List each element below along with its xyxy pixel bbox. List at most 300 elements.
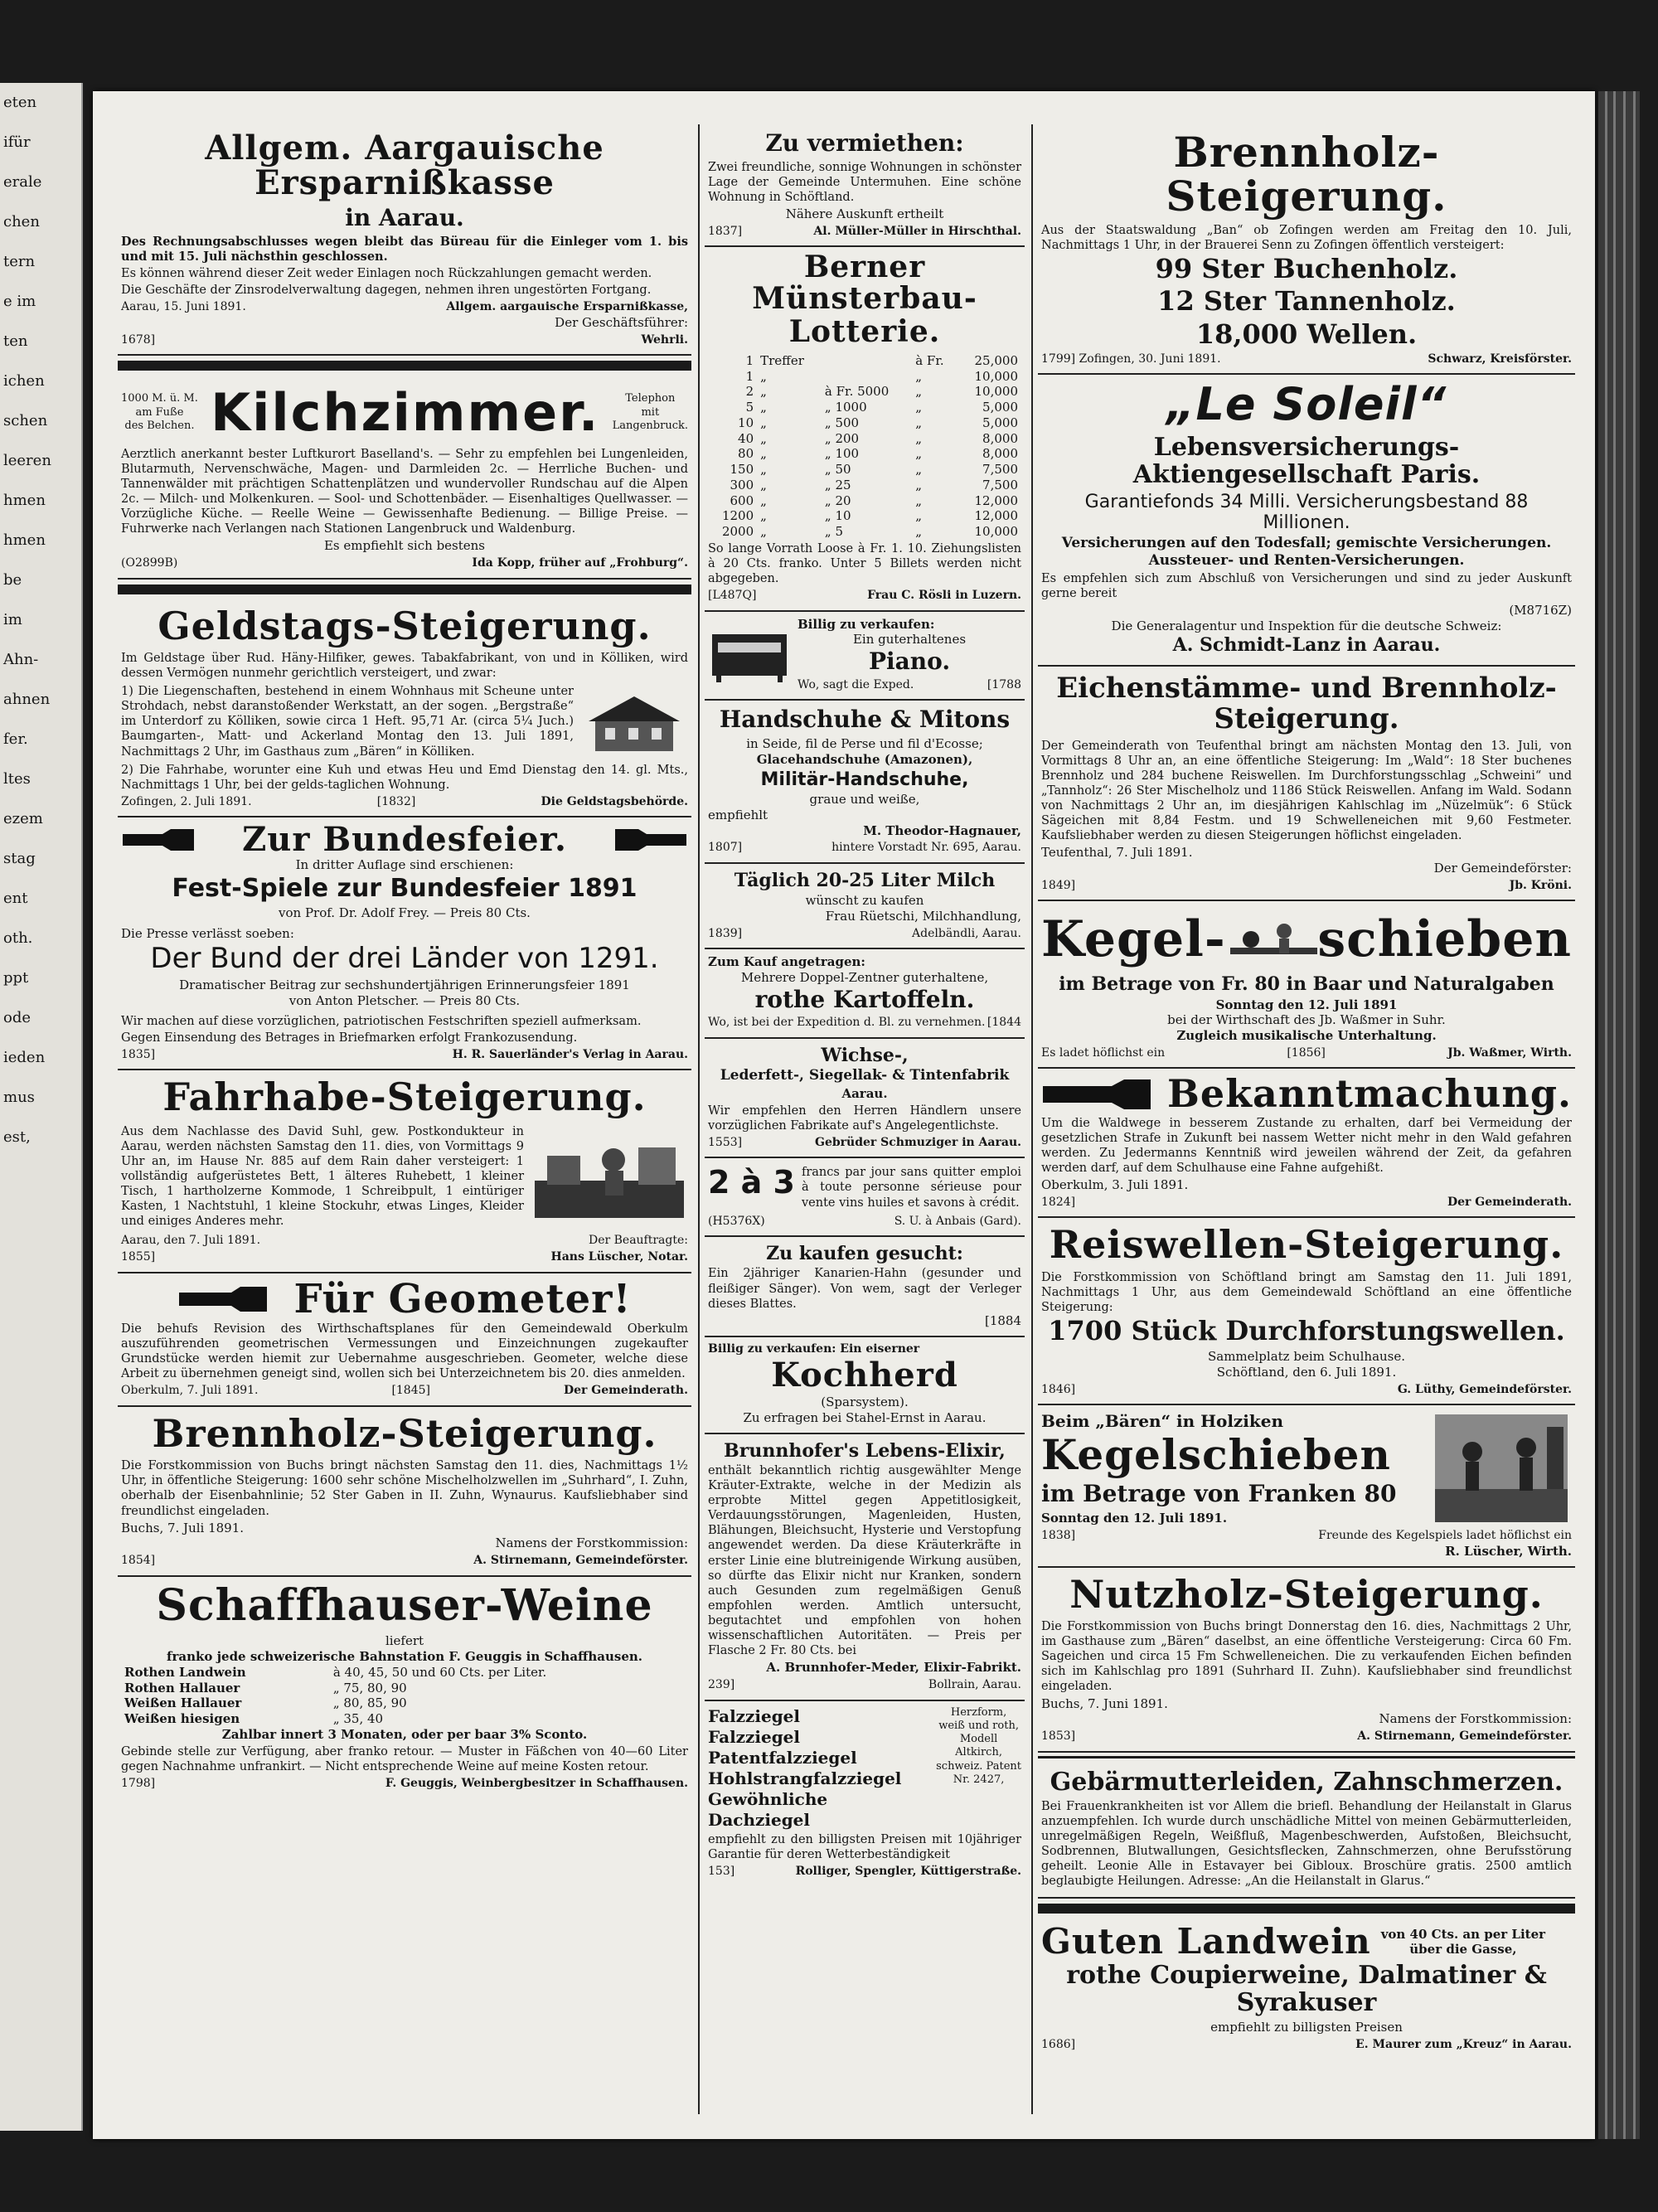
ad-number: 1853]: [1041, 1729, 1076, 1744]
geldstag-item-2: 2) Die Fahrhabe, worunter eine Kuh und etwas Heu und Emd Dienstag den 14. gl. Mts., Nachmittags 1 Uhr, bei der gelds-taglichen Wohnung.: [121, 763, 688, 792]
kilchzimmer-recommendation: Es empfiehlt sich bestens: [323, 538, 486, 554]
bundesfeier-title: Zur Bundesfeier.: [242, 820, 567, 860]
previous-page-text: chen: [3, 213, 40, 230]
ad-number: 1686]: [1041, 2038, 1076, 2052]
nutzholz-text: Die Forstkommission von Buchs bringt Donnerstag den 16. dies, Nachmittags 2 Uhr, im Gasthause zum „Bären“ daselbst, an eine öffentliche Versteigerung: Circa 60 Fm. Sageichen und circa 15 Fm Schwelleneichen. Die zu verkaufenden Eichen befinden sich im Kahlschlag pro 1891 (Suhrhard II. Zuhn). Kaufsliebhaber sind freundlichst eingeladen.: [1041, 1619, 1572, 1694]
sparkasse-signature-role: Der Geschäftsführer:: [555, 314, 688, 330]
wine-cell: Weißen Hallauer: [124, 1695, 242, 1711]
sparkasse-text: Es können während dieser Zeit weder Einlagen noch Rückzahlungen gemacht werden.: [121, 267, 652, 281]
falzziegel-product: Hohlstrangfalzziegel: [708, 1768, 902, 1788]
francs-text: francs par jour sans quitter emploi à toute personne sérieuse pour vente vins huiles et savons à crédit.: [801, 1166, 1021, 1210]
previous-page-text: Ahn-: [3, 651, 39, 668]
falzziegel-text: empfiehlt zu den billigsten Preisen mit 10jähriger Garantie für deren Wetterbeständigkeit: [708, 1832, 1021, 1861]
falzziegel-detail: Altkirch,: [955, 1746, 1002, 1759]
francs-signature: S. U. à Anbais (Gard).: [894, 1214, 1021, 1228]
piano-illustration-icon: [708, 626, 791, 684]
ad-vermiethen: [705, 124, 1025, 247]
lottery-row: [708, 462, 1021, 478]
wine-cell: à 40, 45, 50 und 60 Cts. per Liter.: [332, 1664, 547, 1680]
lottery-cell: „: [760, 400, 767, 415]
falzziegel-detail: weiß und roth,: [938, 1719, 1019, 1732]
ad-bekanntmachung: [1038, 1069, 1575, 1218]
ad-elixir: [705, 1434, 1025, 1701]
ad-le-soleil: [1038, 375, 1575, 666]
rule: [1038, 1756, 1575, 1758]
festspiele-author: von Prof. Dr. Adolf Frey. — Preis 80 Cts.: [279, 905, 531, 921]
lottery-cell: 10: [738, 415, 754, 430]
ad-number: 1553]: [708, 1135, 743, 1149]
sparkasse-date: Aarau, 15. Juni 1891.: [121, 300, 246, 314]
previous-page-text: ifür: [3, 133, 31, 151]
ad-gesucht: [705, 1237, 1025, 1336]
soleil-text: Es empfehlen sich zum Abschluß von Versicherungen und sind zu jeder Auskunft gerne bereit: [1041, 571, 1572, 600]
sparkasse-signature: Allgem. aargauische Ersparnißkasse,: [446, 300, 688, 314]
lottery-cell: à Fr.: [915, 352, 944, 368]
milch-line-2: Frau Rüetschi, Milchhandlung,: [825, 908, 1021, 924]
elixir-title: Brunnhofer's Lebens-Elixir,: [724, 1439, 1006, 1462]
kilchzimmer-altitude: 1000 M. ü. M. am Fuße des Belchen.: [121, 392, 198, 432]
auction-furniture-illustration-icon: [531, 1131, 688, 1222]
brennholz-zofingen-item-3: 18,000 Wellen.: [1195, 318, 1418, 350]
ad-francs: [705, 1158, 1025, 1237]
falzziegel-product: Falzziegel: [708, 1726, 801, 1747]
lottery-cell: 12,000: [974, 492, 1018, 508]
brennholz-buchs-date: Buchs, 7. Juli 1891.: [121, 1520, 245, 1535]
lottery-cell: [822, 369, 912, 385]
bundesfeier-text-2: Gegen Einsendung des Betrages in Briefmarken erfolgt Frankozusendung.: [121, 1031, 578, 1045]
schaffhauser-text: Gebinde stelle zur Verfügung, aber franko retour. — Muster in Fäßchen von 40—60 Liter gegen Nachnahme unfrankirt. — Nicht entsprechende Weine auf meine Kosten retour.: [121, 1744, 688, 1773]
ad-number: 1678]: [121, 332, 156, 347]
lottery-cell: „: [915, 400, 922, 415]
lottery-cell: „: [760, 477, 767, 492]
sparkasse-text-2: Die Geschäfte der Zinsrodelverwaltung dagegen, nehmen ihren ungestörten Fortgang.: [121, 284, 652, 298]
eichen-title: Eichenstämme- und Brennholz-Steigerung.: [1056, 671, 1557, 736]
milch-line-3: Adelbändli, Aarau.: [912, 926, 1021, 940]
geldstag-signature: Die Geldstagsbehörde.: [541, 794, 688, 808]
previous-page-text: oth.: [3, 929, 33, 947]
wine-price-table: [121, 1665, 688, 1727]
reiswellen-quantity: 1700 Stück Durchforstungswellen.: [1048, 1315, 1565, 1347]
brennholz-zofingen-text: Aus der Staatswaldung „Ban“ ob Zofingen werden am Freitag den 10. Juli, Nachmittags 1 Uhr, in der Brauerei Senn zu Zofingen öffentlich versteigert:: [1041, 224, 1572, 253]
column-left: [118, 124, 691, 2114]
schaffhauser-signature: F. Geuggis, Weinbergbesitzer in Schaffhausen.: [385, 1776, 688, 1790]
schaffhauser-line: liefert: [385, 1633, 424, 1649]
bundesfeier-line: In dritter Auflage sind erschienen:: [295, 857, 514, 873]
kilchzimmer-telephone: Telephon mit Langenbruck.: [612, 392, 688, 432]
lottery-cell: „: [915, 477, 922, 492]
lottery-cell: 5,000: [982, 415, 1018, 430]
ad-number: 1798]: [121, 1776, 156, 1790]
piano-line-2: Wo, sagt die Exped.: [797, 677, 914, 691]
lottery-cell: 150: [730, 462, 754, 478]
baeren-invitation: Freunde des Kegelspiels ladet höflichst ein: [1318, 1529, 1572, 1543]
kegel-line-2: bei der Wirthschaft des Jb. Waßmer in Suhr.: [1167, 1012, 1446, 1028]
baeren-date: Sonntag den 12. Juli 1891.: [1041, 1511, 1228, 1526]
ad-bundesfeier: [118, 817, 691, 1070]
ad-number: 1854]: [121, 1554, 156, 1568]
geldstag-title: Geldstags-Steigerung.: [158, 603, 652, 648]
lottery-cell: 7,500: [982, 462, 1018, 478]
handschuhe-heading: Militär-Handschuhe,: [760, 769, 969, 790]
geometer-text: Die behufs Revision des Wirthschaftsplanes für den Gemeindewald Oberkulm auszuführenden geometrischen Vermessungen und Einzeichnungen zugekaufter Grundstücke werden hiemit zur Uebernahme ausgeschrieben. Geometer, welche diese Arbeit zu übernehmen geneigt sind, wollen sich bei Unterzeichnetem bis 20. dies anmelden.: [121, 1322, 688, 1381]
brennholz-zofingen-item-2: 12 Ster Tannenholz.: [1157, 285, 1456, 318]
ad-number: [1788: [987, 677, 1021, 691]
falzziegel-product: Gewöhnliche Dachziegel: [708, 1788, 828, 1830]
brennholz-zofingen-title: Brennholz-Steigerung.: [1166, 128, 1447, 221]
wichse-title-2: Lederfett-, Siegellak- & Tintenfabrik: [720, 1067, 1010, 1084]
lottery-cell: „: [915, 508, 922, 524]
bundesfeier-text: Wir machen auf diese vorzüglichen, patriotischen Festschriften speziell aufmerksam.: [121, 1014, 642, 1028]
previous-page-fragment: [0, 83, 83, 2131]
wine-cell: Rothen Landwein: [124, 1664, 246, 1680]
reiswellen-line: Sammelplatz beim Schulhause.: [1207, 1349, 1406, 1365]
lottery-row: [708, 478, 1021, 493]
ad-reiswellen: [1038, 1218, 1575, 1405]
lottery-cell: „: [760, 384, 767, 400]
lottery-row: [708, 446, 1021, 462]
lottery-cell: 80: [738, 446, 754, 462]
lottery-cell: „: [915, 430, 922, 446]
previous-page-text: ppt: [3, 969, 29, 987]
falzziegel-detail: schweiz. Patent: [936, 1759, 1021, 1773]
bekanntmachung-date: Oberkulm, 3. Juli 1891.: [1041, 1177, 1189, 1193]
nutzholz-date: Buchs, 7. Juni 1891.: [1041, 1695, 1168, 1711]
fahrhabe-signature: Hans Lüscher, Notar.: [550, 1250, 688, 1264]
lottery-cell: 600: [730, 492, 754, 508]
ad-schaffhauser: [118, 1577, 691, 1798]
handschuhe-line-4: empfiehlt: [708, 807, 768, 822]
eichen-signature: Jb. Kröni.: [1509, 878, 1572, 892]
kilchzimmer-signature: Ida Kopp, früher auf „Frohburg“.: [472, 556, 688, 570]
ad-number: 1838]: [1041, 1529, 1076, 1543]
ad-number: [1845]: [391, 1384, 430, 1398]
lottery-row: [708, 415, 1021, 431]
lottery-cell: 1: [745, 352, 754, 368]
lottery-cell: „: [760, 508, 767, 524]
reiswellen-date: Schöftland, den 6. Juli 1891.: [1216, 1365, 1397, 1380]
kegel-date: Sonntag den 12. Juli 1891: [1215, 997, 1398, 1012]
ad-number: 1839]: [708, 926, 743, 940]
lottery-cell: „: [915, 415, 922, 430]
lottery-cell: „ 25: [824, 477, 851, 492]
lottery-cell: „: [915, 462, 922, 478]
lottery-cell: „ 200: [824, 430, 860, 446]
wichse-text: Wir empfehlen den Herren Händlern unsere vorzüglichen Fabrikate auf's Angelegentlichste.: [708, 1104, 1021, 1133]
ad-eichen: [1038, 667, 1575, 902]
fahrhabe-date: Aarau, den 7. Juli 1891.: [121, 1233, 261, 1247]
ad-number: 1835]: [121, 1047, 156, 1061]
brennholz-zofingen-date: Zofingen, 30. Juni 1891.: [1079, 352, 1221, 366]
previous-page-text: leeren: [3, 452, 51, 469]
falzziegel-product: Patentfalzziegel: [708, 1747, 857, 1768]
ad-nutzholz: [1038, 1568, 1575, 1753]
kegel-title-left: Kegel-: [1041, 910, 1226, 968]
kartoffeln-line-2: Wo, ist bei der Expedition d. Bl. zu vernehmen.: [708, 1016, 986, 1030]
falzziegel-detail: Nr. 2427,: [953, 1773, 1005, 1786]
wine-row: [121, 1681, 688, 1696]
wine-cell: „ 80, 85, 90: [332, 1695, 407, 1711]
pointing-hand-right-icon: [177, 1285, 269, 1313]
lottery-cell: „: [915, 368, 922, 384]
soleil-signature: A. Schmidt-Lanz in Aarau.: [1172, 634, 1441, 657]
vermiethen-title: Zu vermiethen:: [765, 129, 964, 157]
lottery-cell: 1: [745, 368, 754, 384]
landwein-title: Guten Landwein: [1041, 1921, 1371, 1962]
milch-title: Täglich 20-25 Liter Milch: [734, 869, 996, 891]
sparkasse-subtitle: in Aarau.: [345, 204, 464, 231]
lottery-cell: „: [760, 368, 767, 384]
bund-title: Der Bund der drei Länder von 1291.: [150, 941, 659, 975]
previous-page-text: stag: [3, 850, 36, 867]
kochherd-heading: Kochherd: [771, 1356, 958, 1395]
lottery-row: [708, 524, 1021, 540]
previous-page-text: ent: [3, 890, 28, 907]
lottery-cell: „: [915, 446, 922, 462]
ad-gebaermutter: [1038, 1762, 1575, 1899]
landwein-line: empfiehlt zu billigsten Preisen: [1210, 2020, 1403, 2035]
vermiethen-line: Nähere Auskunft ertheilt: [785, 206, 944, 222]
ad-handschuhe: [705, 701, 1025, 863]
ad-number: 153]: [708, 1864, 735, 1878]
ad-wichse: [705, 1039, 1025, 1158]
schaffhauser-title: Schaffhauser-Weine: [156, 1579, 653, 1631]
eichen-date: Teufenthal, 7. Juli 1891.: [1041, 845, 1193, 861]
lottery-cell: „ 500: [824, 415, 860, 430]
pointing-hand-left-icon: [613, 827, 688, 852]
previous-page-text: e im: [3, 293, 36, 310]
bundesfeier-line-2: Die Presse verlässt soeben:: [121, 925, 294, 941]
wine-cell: Rothen Hallauer: [124, 1680, 240, 1695]
previous-page-text: be: [3, 571, 22, 589]
landwein-price: von 40 Cts. an per Liter über die Gasse,: [1380, 1926, 1546, 1957]
nutzholz-title: Nutzholz-Steigerung.: [1069, 1571, 1544, 1617]
baeren-line: Beim „Bären“ in Holziken: [1041, 1410, 1284, 1431]
brennholz-buchs-title: Brennholz-Steigerung.: [152, 1410, 657, 1456]
reiswellen-text: Die Forstkommission von Schöftland bringt am Samstag den 11. Juli 1891, Nachmittags 1 Uhr, aus dem Gemeindewald Schöftland an eine öffentliche Steigerung:: [1041, 1270, 1572, 1315]
falzziegel-products: [708, 1706, 931, 1831]
ad-number: 1799]: [1041, 352, 1076, 366]
ad-kegelschieben-suhr: [1038, 901, 1575, 1069]
ad-piano: [705, 612, 1025, 701]
brennholz-zofingen-signature: Schwarz, Kreisförster.: [1428, 352, 1572, 366]
soleil-company: Lebensversicherungs-Aktiengesellschaft Paris.: [1132, 433, 1481, 489]
wine-row: [121, 1665, 688, 1681]
handschuhe-title: Handschuhe & Mitons: [719, 706, 1011, 734]
bund-author: von Anton Pletscher. — Preis 80 Cts.: [288, 992, 521, 1008]
bowling-illustration-icon: [1226, 906, 1318, 973]
geometer-date: Oberkulm, 7. Juli 1891.: [121, 1384, 259, 1398]
brennholz-buchs-signature-role: Namens der Forstkommission:: [495, 1535, 688, 1551]
eichen-text: Der Gemeinderath von Teufenthal bringt am nächsten Montag den 13. Juli, von Vormittags 8 Uhr an, an eine öffentliche Steigerung: Im „Wald“: 18 Ster buchenes Brennholz und 284 buchene Reiswellen. Im Durchforstungsschlag „Schweini“ und „Tannholz“: 26 Ster Mischelholz und 1186 Stück Reiswellen. Anfang im Wald. Sodann von Nachmittags 2 Uhr an, im diesjährigen Kahlschlag im „Nüzelmük“: 6 Stück Sägeichen mit 8,84 Festm. und 19 Schwelleneichen mit 9,60 Festmeter. Kaufsliebhaber werden zu diesen Steigerungen höflichst eingeladen.: [1041, 739, 1572, 843]
kegel-line-3: Zugleich musikalische Unterhaltung.: [1176, 1028, 1437, 1044]
lottery-cell: 8,000: [982, 446, 1018, 462]
bowling-players-illustration-icon: [1431, 1410, 1572, 1526]
reiswellen-title: Reiswellen-Steigerung.: [1049, 1222, 1564, 1268]
bekanntmachung-signature: Der Gemeinderath.: [1447, 1195, 1572, 1209]
baeren-title: Kegelschieben: [1041, 1429, 1391, 1479]
wine-cell: „ 75, 80, 90: [332, 1680, 407, 1695]
falzziegel-details: [936, 1706, 1021, 1831]
geometer-signature: Der Gemeinderath.: [563, 1384, 688, 1398]
lottery-cell: 5: [745, 400, 754, 415]
soleil-line: Versicherungen auf den Todesfall; gemischte Versicherungen.: [1061, 534, 1552, 551]
sparkasse-notice: Des Rechnungsabschlusses wegen bleibt das Büreau für die Einleger vom 1. bis und mit 15. Juli nächsthin geschlossen.: [121, 234, 688, 264]
ad-code: [L487Q]: [708, 589, 757, 603]
lotterie-title-2: Lotterie.: [788, 314, 941, 350]
ad-number: 1849]: [1041, 878, 1076, 892]
sparkasse-title: Allgem. Aargauische Ersparnißkasse: [205, 129, 604, 202]
lottery-cell: „: [915, 492, 922, 508]
geldstag-intro: Im Geldstage über Rud. Häny-Hilfiker, gewes. Tabakfabrikant, von und in Kölliken, wird dessen Vermögen nunmehr gerichtlich versteigert, und zwar:: [121, 651, 688, 680]
previous-page-text: im: [3, 611, 22, 628]
brennholz-buchs-signature: A. Stirnemann, Gemeindeförster.: [473, 1554, 688, 1568]
lottery-row: [708, 400, 1021, 415]
falzziegel-product: Falzziegel: [708, 1705, 801, 1726]
ad-falzziegel: [705, 1701, 1025, 1886]
ad-sparkasse: [118, 124, 691, 356]
lottery-cell: „ 5: [824, 524, 844, 540]
rule: [1038, 1904, 1575, 1914]
lottery-row: [708, 493, 1021, 509]
ad-number: 1846]: [1041, 1382, 1076, 1396]
brennholz-buchs-text: Die Forstkommission von Buchs bringt nächsten Samstag den 11. dies, Nachmittags 1½ Uhr, in öffentliche Steigerung: 1600 sehr schöne Mischelholzwellen im „Suhrhard“, I. Zuhn, oberhalb der Eisenbahnlinie; 52 Ster Gaben in II. Zuhn, Wynaurus. Kaufsliebhaber sind freundlichst eingeladen.: [121, 1459, 688, 1518]
lottery-cell: [822, 353, 912, 369]
previous-page-text: ieden: [3, 1049, 46, 1066]
ad-code: (O2899B): [121, 556, 178, 570]
ad-number: 1824]: [1041, 1195, 1076, 1209]
schaffhauser-terms: Zahlbar innert 3 Monaten, oder per baar 3% Sconto.: [221, 1726, 588, 1742]
lottery-cell: 300: [730, 477, 754, 492]
rule: [118, 585, 691, 594]
soleil-line-2: Aussteuer- und Renten-Versicherungen.: [1148, 552, 1465, 570]
landwein-heading: rothe Coupierweine, Dalmatiner & Syrakuser: [1066, 1961, 1547, 2018]
ad-number: [1884: [984, 1312, 1021, 1328]
column-right: [1038, 124, 1575, 2114]
bekanntmachung-title: Bekanntmachung.: [1167, 1071, 1572, 1117]
handschuhe-line-3: graue und weiße,: [809, 792, 920, 808]
previous-page-text: ahnen: [3, 691, 51, 708]
ad-brennholz-zofingen: [1038, 124, 1575, 375]
ad-code: (H5376X): [708, 1214, 765, 1228]
festspiele-title: Fest-Spiele zur Bundesfeier 1891: [172, 874, 638, 904]
gesucht-text: Ein 2jähriger Kanarien-Hahn (gesunder und fleißiger Sänger). Von wem, sagt der Verleger dieses Blattes.: [708, 1267, 1021, 1311]
pointing-hand-right-icon: [121, 827, 196, 852]
lottery-cell: 10,000: [974, 524, 1018, 540]
previous-page-text: hmen: [3, 492, 46, 509]
lottery-prize-table: [708, 353, 1021, 540]
previous-page-text: erale: [3, 173, 42, 191]
book-spine: [1598, 91, 1640, 2139]
wine-row: [121, 1695, 688, 1711]
geldstag-item-1: 1) Die Liegenschaften, bestehend in einem Wohnhaus mit Scheune unter Strohdach, nebst daranstoßender Werkstatt, an der sogen. „Bergstraße“ im Unterdorf zu Kölliken, sowie circa 1 Heft. 95,71 Ar. (circa 5¼ Juch.) Baumgarten-, Matt- und Ackerland Montag den 13. Juli 1891, Nachmittags 2 Uhr, im Gasthaus zum „Bären“ in Kölliken.: [121, 685, 574, 759]
bundesfeier-signature: H. R. Sauerländer's Verlag in Aarau.: [452, 1047, 688, 1061]
milch-line: wünscht zu kaufen: [805, 893, 924, 909]
reiswellen-signature: G. Lüthy, Gemeindeförster.: [1397, 1382, 1572, 1396]
gesucht-title: Zu kaufen gesucht:: [766, 1243, 963, 1265]
previous-page-text: ltes: [3, 770, 31, 788]
soleil-title: „Le Soleil“: [1166, 378, 1447, 431]
lottery-cell: „: [915, 384, 922, 400]
geometer-title: Für Geometer!: [293, 1275, 632, 1322]
rule: [118, 361, 691, 371]
lottery-cell: „: [760, 492, 767, 508]
ad-kartoffeln: [705, 949, 1025, 1039]
lottery-row: [708, 508, 1021, 524]
handschuhe-line: in Seide, fil de Perse und fil d'Ecosse;: [746, 736, 983, 752]
elixir-signature: A. Brunnhofer-Meder, Elixir-Fabrikt.: [766, 1660, 1021, 1676]
kegel-line: im Betrage von Fr. 80 in Baar und Naturalgaben: [1059, 973, 1554, 996]
piano-title: Billig zu verkaufen:: [797, 616, 935, 632]
falzziegel-signature: Rolliger, Spengler, Küttigerstraße.: [795, 1864, 1021, 1878]
kochherd-line-2: Zu erfragen bei Stahel-Ernst in Aarau.: [743, 1409, 987, 1425]
wine-cell: „ 35, 40: [332, 1711, 384, 1727]
previous-page-text: ten: [3, 332, 28, 350]
bund-subtitle: Dramatischer Beitrag zur sechshundertjährigen Erinnerungsfeier 1891: [179, 977, 630, 993]
previous-page-text: tern: [3, 253, 36, 270]
column-divider: [698, 124, 700, 2114]
lottery-cell: „ 10: [824, 508, 851, 524]
kochherd-title: Billig zu verkaufen: Ein eiserner: [708, 1341, 920, 1356]
previous-page-text: ichen: [3, 372, 45, 390]
lottery-cell: „ 1000: [824, 400, 867, 415]
lotterie-signature: Frau C. Rösli in Luzern.: [867, 589, 1021, 603]
piano-heading: Piano.: [868, 648, 951, 676]
fahrhabe-text: Aus dem Nachlasse des David Suhl, gew. Postkondukteur in Aarau, werden nächsten Samstag den 11. dies, von Vormittags 9 Uhr an, im Hause Nr. 885 auf dem Rain daher versteigert: 1 vollständig aufgerüstetes Bett, 1 älteres Ruhebett, 1 kleiner Tisch, 1 hartholzerne Kommode, 1 Schreibpult, 1 eintüriger Kasten, 1 Nachtstuhl, 1 kleine Stockuhr, etwas Linges, Kleider und einiges Anderes mehr.: [121, 1124, 524, 1229]
vermiethen-signature: Al. Müller-Müller in Hirschthal.: [813, 224, 1021, 238]
lottery-cell: „: [760, 462, 767, 478]
nutzholz-signature: A. Stirnemann, Gemeindeförster.: [1357, 1729, 1572, 1744]
previous-page-text: est,: [3, 1128, 31, 1146]
lottery-cell: 25,000: [974, 352, 1018, 368]
pointing-hand-right-icon: [1041, 1078, 1151, 1111]
house-illustration-icon: [580, 688, 688, 754]
fahrhabe-title: Fahrhabe-Steigerung.: [162, 1074, 647, 1120]
lottery-cell: 10,000: [974, 368, 1018, 384]
kilchzimmer-text: Aerztlich anerkannt bester Luftkurort Baselland's. — Sehr zu empfehlen bei Lungenleiden, Blutarmuth, Nervenschwäche, Magen- und Darmleiden 2c. — Herrliche Buchen- und Tannenwälder mit prächtigen Schattenplätzen und wundervoller Rundschau auf die Alpen 2c. — Milch- und Molkenkuren. — Sool- und Schottenbäder. — Eisenhaltiges Quellwasser. — Vorzügliche Küche. — Reelle Weine — Gewissenhafte Bedienung. — Billige Preise. — Fuhrwerke nach Verlangen nach Stationen Langenbruck und Waldenburg.: [121, 447, 688, 536]
previous-page-text: fer.: [3, 730, 28, 748]
ad-number: 1837]: [708, 224, 743, 238]
baeren-amount: im Betrage von Franken 80: [1041, 1480, 1397, 1508]
lottery-cell: „ 50: [824, 462, 851, 478]
lottery-cell: 8,000: [982, 430, 1018, 446]
sparkasse-signature-name: Wehrli.: [641, 332, 688, 347]
lottery-cell: „: [760, 524, 767, 540]
previous-page-text: ode: [3, 1009, 32, 1026]
ad-fahrhabe: [118, 1070, 691, 1273]
wichse-title-3: Aarau.: [841, 1085, 888, 1101]
column-divider: [1031, 124, 1033, 2114]
geldstag-date: Zofingen, 2. Juli 1891.: [121, 794, 252, 808]
kartoffeln-title: Zum Kauf angetragen:: [708, 954, 865, 970]
lottery-cell: „: [915, 524, 922, 540]
lottery-cell: Treffer: [760, 352, 804, 368]
wine-cell: Weißen hiesigen: [124, 1711, 240, 1727]
kegel-signature: Jb. Waßmer, Wirth.: [1447, 1045, 1572, 1060]
falzziegel-detail: Modell: [959, 1733, 998, 1746]
wichse-signature: Gebrüder Schmuziger in Aarau.: [815, 1135, 1021, 1149]
lottery-cell: „: [760, 430, 767, 446]
lottery-cell: 1200: [721, 508, 754, 524]
handschuhe-address: hintere Vorstadt Nr. 695, Aarau.: [831, 841, 1021, 855]
lottery-cell: 40: [738, 430, 754, 446]
lottery-cell: 2: [745, 384, 754, 400]
ad-number: 1855]: [121, 1250, 156, 1264]
column-middle: [705, 124, 1025, 2114]
kochherd-line: (Sparsystem).: [821, 1395, 909, 1410]
lottery-cell: „ 20: [824, 492, 851, 508]
lottery-row: [708, 353, 1021, 369]
ad-number: [1844: [987, 1016, 1021, 1030]
